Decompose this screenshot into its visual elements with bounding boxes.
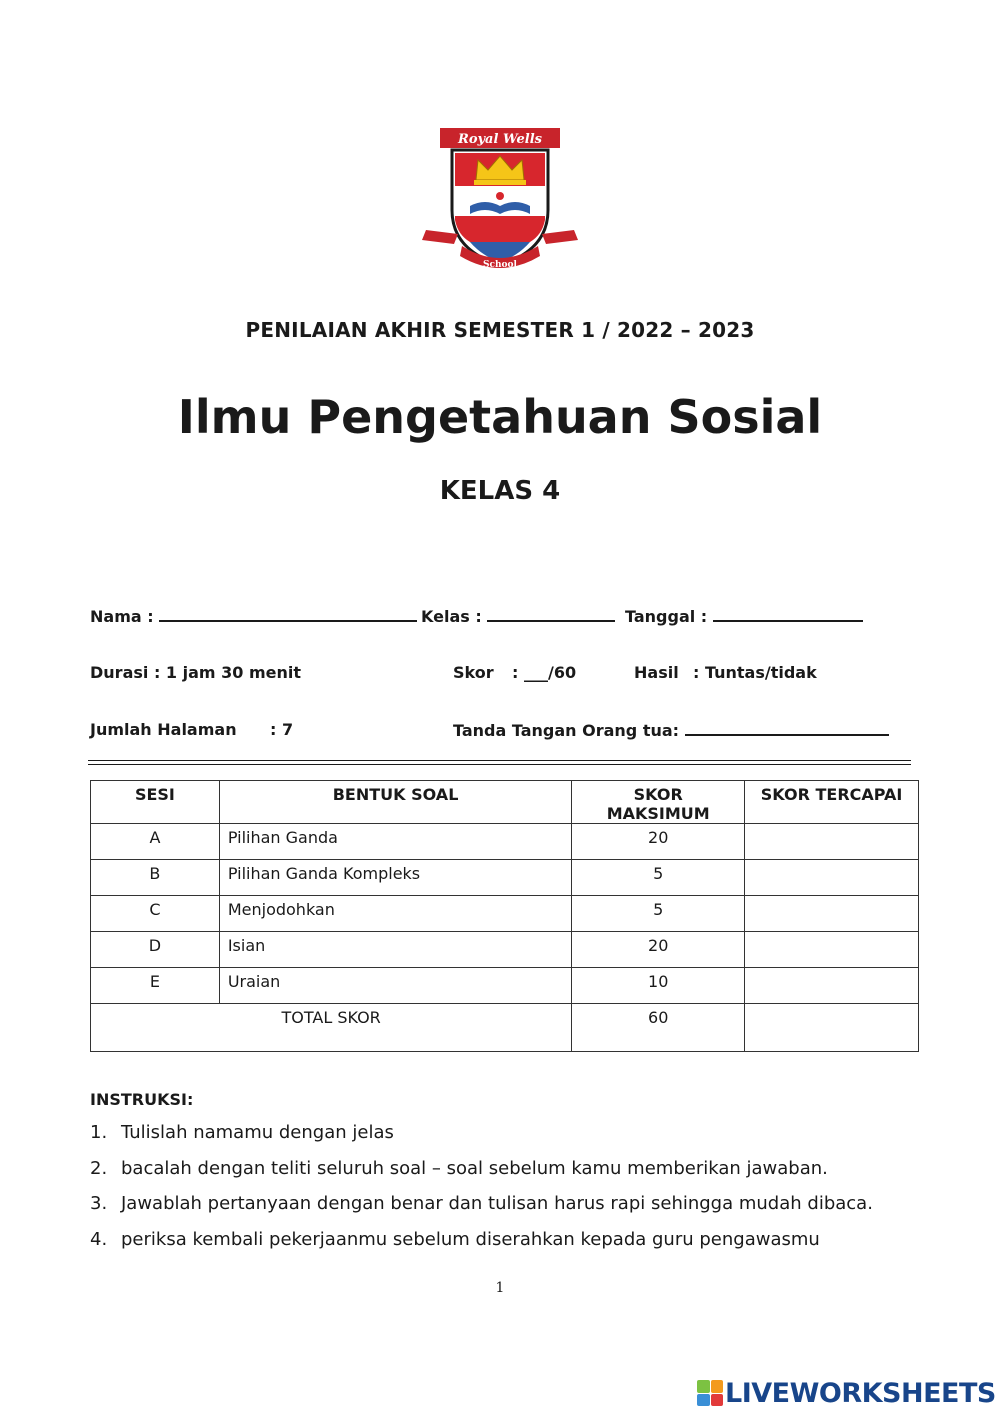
list-item [90, 1122, 950, 1158]
table-row [91, 932, 919, 968]
instructions-heading: INSTRUKSI: [90, 1090, 194, 1109]
class-title: KELAS 4 [439, 476, 561, 506]
cell-skor-tercapai[interactable] [745, 860, 919, 896]
cell-skor-maksimum: 10 [572, 968, 745, 1004]
list-text: bacalah dengan teliti seluruh soal – soal sebelum kamu memberikan jawaban. [121, 1157, 828, 1179]
svg-text:School: School [483, 260, 517, 270]
list-number: 3. [90, 1193, 108, 1214]
cell-skor-tercapai[interactable] [745, 896, 919, 932]
divider-line [88, 760, 911, 761]
instructions-list [90, 1122, 950, 1264]
nama-field[interactable] [90, 606, 417, 626]
nama-blank[interactable] [159, 606, 417, 622]
cell-bentuk: Isian [219, 932, 571, 968]
cell-bentuk: Pilihan Ganda [219, 824, 571, 860]
cell-sesi: D [91, 932, 220, 968]
header-bentuk-soal: BENTUK SOAL [219, 781, 571, 824]
total-max: 60 [572, 1004, 745, 1052]
cell-sesi: E [91, 968, 220, 1004]
durasi-text: Durasi : 1 jam 30 menit [90, 663, 302, 682]
tanggal-field[interactable] [625, 606, 863, 626]
page-number: 1 [495, 1280, 505, 1296]
svg-text:Royal Wells: Royal Wells [458, 132, 542, 147]
total-label: TOTAL SKOR [91, 1004, 572, 1052]
brand-name: LIVEWORKSHEETS [725, 1377, 996, 1409]
skor-label: Skor [453, 663, 494, 682]
tanda-tangan-field[interactable] [453, 720, 889, 740]
cell-bentuk: Menjodohkan [219, 896, 571, 932]
cell-skor-maksimum: 5 [572, 896, 745, 932]
cell-sesi: A [91, 824, 220, 860]
liveworksheets-logo-icon [697, 1380, 723, 1406]
cell-skor-tercapai[interactable] [745, 824, 919, 860]
list-text: Tulislah namamu dengan jelas [121, 1122, 394, 1143]
jumlah-halaman-value: : 7 [270, 720, 294, 739]
header-sesi: SESI [91, 781, 220, 824]
list-text: periksa kembali pekerjaanmu sebelum diserahkan kepada guru pengawasmu [121, 1228, 820, 1250]
cell-bentuk: Pilihan Ganda Kompleks [219, 860, 571, 896]
liveworksheets-brand[interactable] [697, 1378, 996, 1408]
cell-sesi: B [91, 860, 220, 896]
brand-square-orange [711, 1380, 724, 1393]
list-number: 1. [90, 1122, 108, 1143]
list-number: 4. [90, 1228, 108, 1250]
total-row [91, 1004, 919, 1052]
table-header-row [91, 781, 919, 824]
tanggal-label: Tanggal : [625, 607, 708, 626]
tanggal-blank[interactable] [713, 606, 863, 622]
cell-skor-maksimum: 20 [572, 932, 745, 968]
cell-sesi: C [91, 896, 220, 932]
divider-line [88, 764, 911, 765]
table-row [91, 896, 919, 932]
table-row [91, 860, 919, 896]
header-skor-tercapai: SKOR TERCAPAI [745, 781, 919, 824]
cell-bentuk: Uraian [219, 968, 571, 1004]
kelas-field[interactable] [421, 606, 615, 626]
brand-square-blue [697, 1394, 710, 1407]
list-item [90, 1193, 950, 1229]
cell-skor-maksimum: 20 [572, 824, 745, 860]
list-text: Jawablah pertanyaan dengan benar dan tulisan harus rapi sehingga mudah dibaca. [121, 1193, 873, 1214]
subject-title: Ilmu Pengetahuan Sosial [177, 390, 823, 444]
kelas-blank[interactable] [487, 606, 615, 622]
jumlah-halaman-label: Jumlah Halaman [90, 720, 237, 739]
school-logo [418, 110, 582, 280]
school-crest-icon [418, 110, 582, 280]
list-item [90, 1158, 950, 1194]
cell-skor-maksimum: 5 [572, 860, 745, 896]
nama-label: Nama : [90, 607, 154, 626]
list-item [90, 1229, 950, 1265]
cell-skor-tercapai[interactable] [745, 932, 919, 968]
brand-square-red [711, 1394, 724, 1407]
total-achieved[interactable] [745, 1004, 919, 1052]
list-number: 2. [90, 1157, 108, 1179]
header-skor-maksimum: SKOR MAKSIMUM [572, 781, 745, 824]
tanda-tangan-blank[interactable] [685, 720, 889, 736]
brand-square-green [697, 1380, 710, 1393]
kelas-label: Kelas : [421, 607, 482, 626]
skor-value[interactable]: : ___/60 [512, 663, 577, 682]
hasil-value: : Tuntas/tidak [693, 663, 817, 682]
score-table [90, 780, 919, 1052]
table-row [91, 824, 919, 860]
exam-title: PENILAIAN AKHIR SEMESTER 1 / 2022 – 2023 [245, 318, 755, 342]
cell-skor-tercapai[interactable] [745, 968, 919, 1004]
tanda-tangan-label: Tanda Tangan Orang tua: [453, 721, 680, 740]
table-row [91, 968, 919, 1004]
hasil-label: Hasil [634, 663, 679, 682]
